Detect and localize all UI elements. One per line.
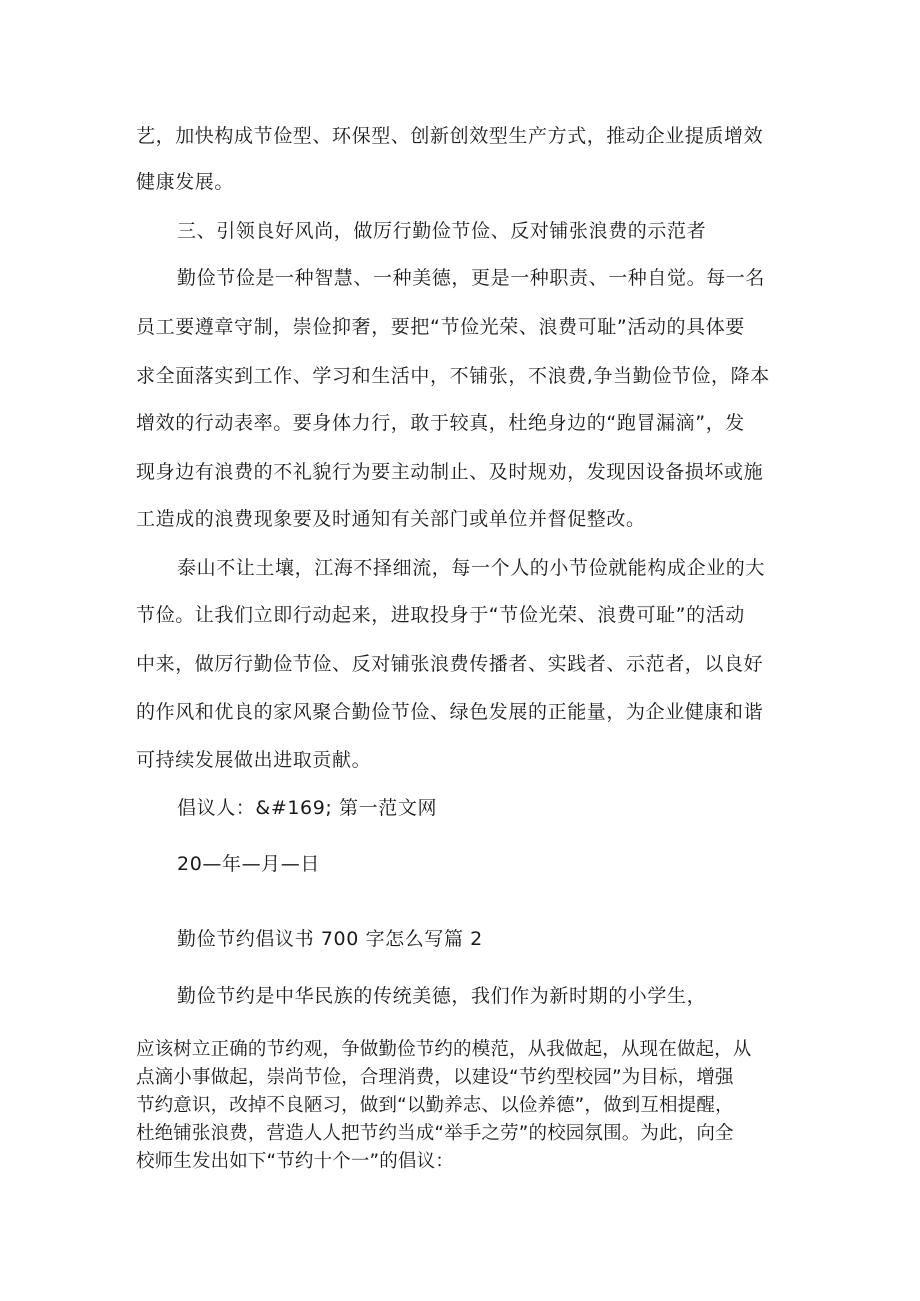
signature: 倡议人：&#169; 第一范文网 [177,797,438,819]
paragraph-line: 艺，加快构成节俭型、环保型、创新创效型生产方式，推动企业提质增效 [136,125,764,147]
paragraph-line: 杜绝铺张浪费，营造人人把节约当成“举手之劳”的校园氛围。为此，向全 [136,1123,734,1144]
paragraph-line: 健康发展。 [136,171,235,193]
paragraph-line: 中来，做厉行勤俭节俭、反对铺张浪费传播者、实践者、示范者，以良好 [136,653,764,675]
section-title: 勤俭节约倡议书 700 字怎么写篇 2 [177,928,483,950]
paragraph-line: 现身边有浪费的不礼貌行为要主动制止、及时规劝，发现因设备损坏或施 [136,461,764,483]
paragraph-line: 求全面落实到工作、学习和生活中，不铺张，不浪费,争当勤俭节俭，降本 [136,365,770,387]
paragraph-line: 勤俭节俭是一种智慧、一种美德，更是一种职责、一种自觉。每一名 [177,267,766,289]
paragraph-line: 勤俭节约是中华民族的传统美德，我们作为新时期的小学生， [177,985,707,1007]
paragraph-line: 点滴小事做起，崇尚节俭，合理消费，以建设“节约型校园”为目标，增强 [136,1067,734,1088]
paragraph-line: 增效的行动表率。要身体力行，敢于较真，杜绝身边的“跑冒漏滴”，发 [136,412,745,434]
paragraph-line: 校师生发出如下“节约十个一”的倡议： [136,1151,454,1172]
paragraph-line: 可持续发展做出进取贡献。 [136,749,372,771]
paragraph-line: 节俭。让我们立即行动起来，进取投身于“节俭光荣、浪费可耻”的活动 [136,604,745,626]
paragraph-line: 节约意识，改掉不良陋习，做到“以勤养志、以俭养德”，做到互相提醒， [136,1095,734,1116]
date: 20—年—月—日 [177,853,320,875]
paragraph-line: 工造成的浪费现象要及时通知有关部门或单位并督促整改。 [136,508,646,530]
paragraph-line: 的作风和优良的家风聚合勤俭节俭、绿色发展的正能量，为企业健康和谐 [136,701,764,723]
section-heading: 三、引领良好风尚，做厉行勤俭节俭、反对铺张浪费的示范者 [177,220,707,242]
paragraph-line: 员工要遵章守制，崇俭抑奢，要把“节俭光荣、浪费可耻”活动的具体要 [136,316,745,338]
paragraph-line: 应该树立正确的节约观，争做勤俭节约的模范，从我做起，从现在做起，从 [136,1039,752,1060]
paragraph-line: 泰山不让土壤，江海不择细流，每一个人的小节俭就能构成企业的大 [177,557,766,579]
